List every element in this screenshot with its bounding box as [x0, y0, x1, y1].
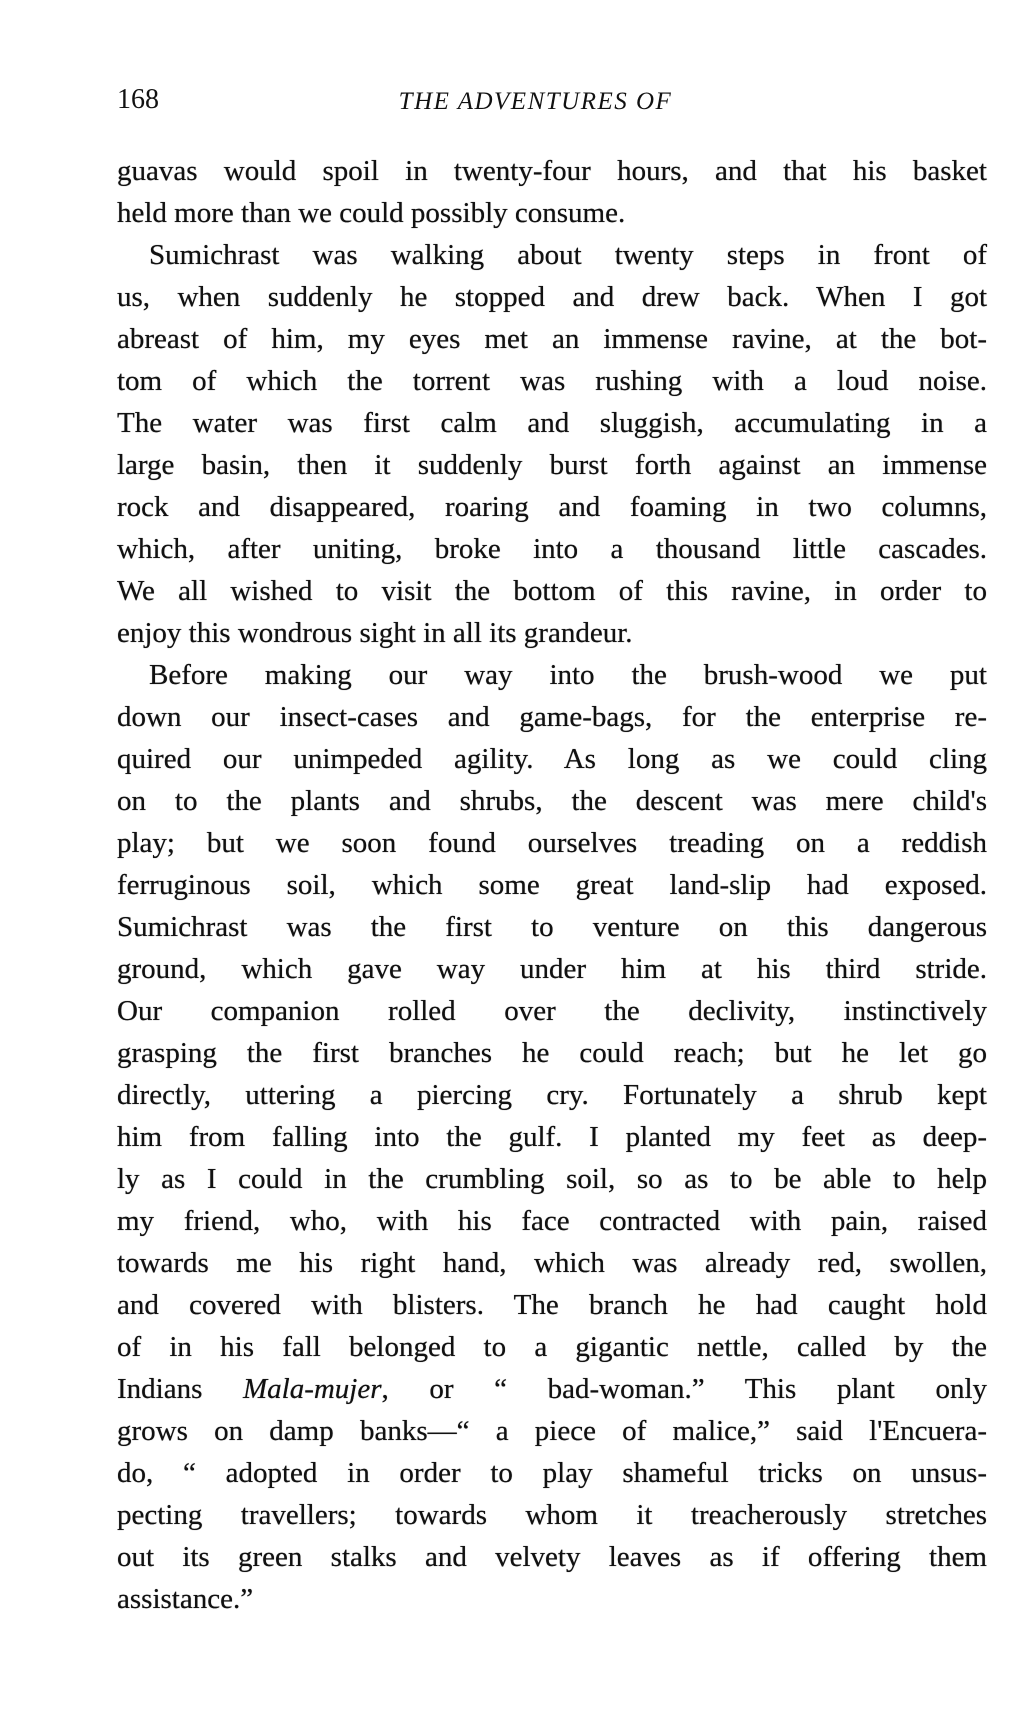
- text-line: him from falling into the gulf. I planted my feet as deep-: [117, 1121, 987, 1153]
- text-line: abreast of him, my eyes met an immense ravine, at the bot-: [117, 323, 987, 355]
- text-line: Before making our way into the brush-wood we put: [149, 659, 987, 691]
- text-line: Sumichrast was the first to venture on this dangerous: [117, 911, 987, 943]
- text-line: enjoy this wondrous sight in all its grandeur.: [117, 617, 633, 649]
- text-line: quired our unimpeded agility. As long as we could cling: [117, 743, 987, 775]
- text-line: and covered with blisters. The branch he had caught hold: [117, 1289, 987, 1321]
- text-line: down our insect-cases and game-bags, for the enterprise re-: [117, 701, 987, 733]
- text-line: ferruginous soil, which some great land-slip had exposed.: [117, 869, 987, 901]
- text-line: grasping the first branches he could reach; but he let go: [117, 1037, 987, 1069]
- text-line: tom of which the torrent was rushing with a loud noise.: [117, 365, 987, 397]
- text-span: Indians: [117, 1373, 243, 1405]
- text-line: play; but we soon found ourselves treading on a reddish: [117, 827, 987, 859]
- text-line: on to the plants and shrubs, the descent was mere child's: [117, 785, 987, 817]
- text-line: held more than we could possibly consume.: [117, 197, 626, 229]
- text-line: ly as I could in the crumbling soil, so as to be able to help: [117, 1163, 987, 1195]
- text-line: of in his fall belonged to a gigantic nettle, called by the: [117, 1331, 987, 1363]
- text-line: towards me his right hand, which was already red, swollen,: [117, 1247, 987, 1279]
- text-line: guavas would spoil in twenty-four hours, and that his basket: [117, 155, 987, 187]
- text-line: pecting travellers; towards whom it treacherously stretches: [117, 1499, 987, 1531]
- text-line: out its green stalks and velvety leaves as if offering them: [117, 1541, 987, 1573]
- italic-term: Mala-mujer: [242, 1373, 382, 1405]
- text-line: assistance.”: [117, 1583, 254, 1615]
- text-line: Sumichrast was walking about twenty steps in front of: [149, 239, 987, 271]
- page-number: 168: [117, 84, 159, 115]
- body-text: [117, 150, 987, 1620]
- text-line: large basin, then it suddenly burst forth against an immense: [117, 449, 987, 481]
- text-line: Our companion rolled over the declivity, instinctively: [117, 995, 987, 1027]
- text-line: ground, which gave way under him at his third stride.: [117, 953, 987, 985]
- running-head: THE ADVENTURES OF: [398, 88, 673, 115]
- text-line: grows on damp banks—“ a piece of malice,” said l'Encuera-: [117, 1415, 987, 1447]
- text-line: We all wished to visit the bottom of this ravine, in order to: [117, 575, 987, 607]
- text-line: directly, uttering a piercing cry. Fortunately a shrub kept: [117, 1079, 987, 1111]
- text-line: [117, 1368, 987, 1410]
- text-line: us, when suddenly he stopped and drew back. When I got: [117, 281, 987, 313]
- text-line: my friend, who, with his face contracted with pain, raised: [117, 1205, 987, 1237]
- text-span: , or “ bad-woman.” This plant only: [381, 1373, 987, 1405]
- text-line: which, after uniting, broke into a thousand little cascades.: [117, 533, 987, 565]
- text-line: The water was first calm and sluggish, accumulating in a: [117, 407, 987, 439]
- text-line: do, “ adopted in order to play shameful tricks on unsus-: [117, 1457, 987, 1489]
- text-line: rock and disappeared, roaring and foaming in two columns,: [117, 491, 987, 523]
